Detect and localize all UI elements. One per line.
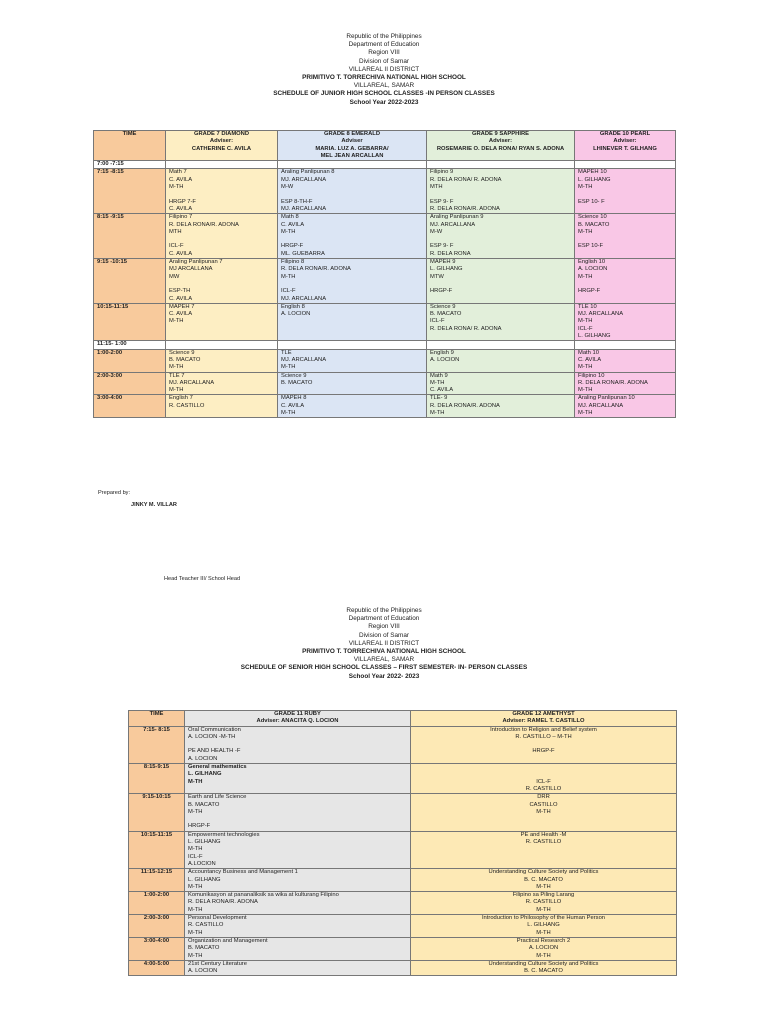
schedule-cell: Filipino 8 R. DELA RONA/R. ADONA M-TH ICL-F MJ. ARCALLANA xyxy=(278,259,427,304)
table-row xyxy=(129,960,677,976)
table-row xyxy=(129,915,677,938)
schedule-cell: English 10 A. LOCION M-TH HRGP-F xyxy=(575,259,676,304)
time-cell: 7:00 -7:15 xyxy=(94,161,166,169)
schedule-cell xyxy=(575,341,676,349)
header-line: VILLAREAL, SAMAR xyxy=(353,656,415,664)
time-cell: 1:00-2:00 xyxy=(129,892,185,915)
header-line: VILLAREAL II DISTRICT xyxy=(348,65,420,73)
schedule-cell: MAPEH 8 C. AVILA M-TH xyxy=(278,395,427,418)
time-cell: 3:00-4:00 xyxy=(94,395,166,418)
schedule-cell xyxy=(575,161,676,169)
head-teacher-label: Head Teacher III/ School Head xyxy=(164,576,241,582)
schedule-cell xyxy=(278,161,427,169)
schedule-cell: MAPEH 7 C. AVILA M-TH xyxy=(166,303,278,340)
grade11-cell: Personal Development R. CASTILLO M-TH xyxy=(185,915,411,938)
time-cell: 11:15- 1:00 xyxy=(94,341,166,349)
time-cell: 1:00-2:00 xyxy=(94,349,166,372)
table-row xyxy=(129,831,677,868)
time-cell: 10:15-11:15 xyxy=(129,831,185,868)
header-line: VILLAREAL II DISTRICT xyxy=(348,639,420,647)
schedule-cell: English 7 R. CASTILLO xyxy=(166,395,278,418)
grade12-cell: Introduction to Philosophy of the Human Person L. GILHANG M-TH xyxy=(411,915,677,938)
time-cell: 3:00-4:00 xyxy=(129,937,185,960)
jhs-schedule-table xyxy=(93,130,676,418)
table-row xyxy=(129,892,677,915)
column-header: GRADE 10 PEARL Adviser: LHINEVER T. GILHANG xyxy=(575,131,676,161)
table-row xyxy=(94,349,676,372)
time-cell: 2:00-3:00 xyxy=(129,915,185,938)
schedule-cell: Science 9 B. MACATO ICL-F R. DELA RONA/ R. ADONA xyxy=(427,303,575,340)
schedule-cell: Araling Panlipunan 7 MJ ARCALLANA MW ESP-TH C. AVILA xyxy=(166,259,278,304)
schedule-cell: TLE 7 MJ. ARCALLANA M-TH xyxy=(166,372,278,395)
table-row xyxy=(129,937,677,960)
grade11-cell: Earth and Life Science B. MACATO M-TH HRGP-F xyxy=(185,794,411,831)
column-header: GRADE 12 AMETHYST Adviser: RAMEL T. CASTILLO xyxy=(411,711,677,727)
schedule-cell: MAPEH 10 L. GILHANG M-TH ESP 10- F xyxy=(575,169,676,214)
column-header: GRADE 11 RUBY Adviser: ANACITA Q. LOCION xyxy=(185,711,411,727)
time-cell: 7:15 -8:15 xyxy=(94,169,166,214)
grade12-cell: Filipino sa Piling Larang R. CASTILLO M-TH xyxy=(411,892,677,915)
grade11-cell: Komunikasyon at pananaliksik sa wika at kulturang Filipino R. DELA RONA/R. ADONA M-TH xyxy=(185,892,411,915)
shs-header xyxy=(0,607,768,681)
header-line: PRIMITIVO T. TORRECHIVA NATIONAL HIGH SCHOOL xyxy=(302,648,466,656)
header-line: Division of Samar xyxy=(358,631,410,639)
column-header: GRADE 9 SAPPHIRE Adviser: ROSEMARIE O. DELA RONA/ RYAN S. ADONA xyxy=(427,131,575,161)
table-row xyxy=(94,303,676,340)
schedule-cell: Araling Panlipunan 10 MJ. ARCALLANA M-TH xyxy=(575,395,676,418)
grade11-cell: General mathematics L. GILHANG M-TH xyxy=(185,764,411,794)
prepared-by-name: JINKY M. VILLAR xyxy=(131,502,177,508)
table-row xyxy=(94,259,676,304)
header-line: Department of Education xyxy=(348,615,420,623)
table-row xyxy=(94,395,676,418)
schedule-cell xyxy=(166,161,278,169)
header-line: SCHEDULE OF JUNIOR HIGH SCHOOL CLASSES -IN PERSON CLASSES xyxy=(273,90,495,98)
schedule-cell: Science 9 B. MACATO M-TH xyxy=(166,349,278,372)
schedule-cell: Math 9 M-TH C. AVILA xyxy=(427,372,575,395)
time-cell: 8:15 -9:15 xyxy=(94,214,166,259)
header-line: Republic of the Philippines xyxy=(346,33,422,40)
time-cell: 2:00-3:00 xyxy=(94,372,166,395)
schedule-cell: Math 10 C. AVILA M-TH xyxy=(575,349,676,372)
column-header: GRADE 7 DIAMOND Adviser: CATHERINE C. AVILA xyxy=(166,131,278,161)
grade11-cell: Organization and Management B. MACATO M-TH xyxy=(185,937,411,960)
schedule-cell xyxy=(427,341,575,349)
time-cell: 11:15-12:15 xyxy=(129,869,185,892)
grade12-cell: Understanding Culture Society and Politics B. C. MACATO M-TH xyxy=(411,869,677,892)
grade12-cell: Practical Research 2 A. LOCION M-TH xyxy=(411,937,677,960)
time-cell: 8:15-9:15 xyxy=(129,764,185,794)
schedule-cell: TLE MJ. ARCALLANA M-TH xyxy=(278,349,427,372)
schedule-cell: Filipino 7 R. DELA RONA/R. ADONA MTH ICL-F C. AVILA xyxy=(166,214,278,259)
grade11-cell: Empowerment technologies L. GILHANG M-TH ICL-F A.LOCION xyxy=(185,831,411,868)
prepared-by-label: Prepared by: xyxy=(98,490,131,496)
schedule-cell: TLE 10 MJ. ARCALLANA M-TH ICL-F L. GILHANG xyxy=(575,303,676,340)
grade12-cell: DRR CASTILLO M-TH xyxy=(411,794,677,831)
grade11-cell: Oral Communication A. LOCION -M-TH PE AND HEALTH -F A. LOCION xyxy=(185,726,411,763)
header-line: SCHEDULE OF SENIOR HIGH SCHOOL CLASSES – FIRST SEMESTER- IN- PERSON CLASSES xyxy=(240,664,528,672)
header-line: Region VIII xyxy=(368,623,400,631)
schedule-cell: Science 9 B. MACATO xyxy=(278,372,427,395)
table-row xyxy=(94,169,676,214)
header-line: School Year 2022- 2023 xyxy=(348,672,420,680)
grade12-cell: Introduction to Religion and Belief system R. CASTILLO – M-TH HRGP-F xyxy=(411,726,677,763)
shs-schedule-table xyxy=(128,710,677,976)
grade12-cell: ICL-F R. CASTILLO xyxy=(411,764,677,794)
schedule-cell: Araling Panlipunan 8 MJ. ARCALLANA M-W ESP 8-TH-F MJ. ARCALLANA xyxy=(278,169,427,214)
schedule-cell xyxy=(278,341,427,349)
table-row xyxy=(129,764,677,794)
schedule-cell: English 8 A. LOCION xyxy=(278,303,427,340)
table-row xyxy=(94,161,676,169)
schedule-cell: Filipino 9 R. DELA RONA/ R. ADONA MTH ESP 9- F R. DELA RONA/R. ADONA xyxy=(427,169,575,214)
schedule-cell: Math 8 C. AVILA M-TH HRGP-F ML. GUEBARRA xyxy=(278,214,427,259)
column-header: GRADE 8 EMERALD Adviser MARIA. LUZ A. GEBARRA/ MEL JEAN ARCALLAN xyxy=(278,131,427,161)
time-cell: 7:15- 8:15 xyxy=(129,726,185,763)
time-cell: 10:15-11:15 xyxy=(94,303,166,340)
time-cell: 9:15-10:15 xyxy=(129,794,185,831)
grade11-cell: Accountancy Business and Management 1 L. GILHANG M-TH xyxy=(185,869,411,892)
header-line: Republic of the Philippines xyxy=(346,607,422,614)
schedule-cell xyxy=(427,161,575,169)
schedule-cell: Science 10 B. MACATO M-TH ESP 10-F xyxy=(575,214,676,259)
table-row xyxy=(129,869,677,892)
header-line: Division of Samar xyxy=(358,57,410,65)
table-row xyxy=(129,726,677,763)
table-row xyxy=(94,214,676,259)
header-line: Department of Education xyxy=(348,41,420,49)
header-line: PRIMITIVO T. TORRECHIVA NATIONAL HIGH SCHOOL xyxy=(302,74,466,82)
header-line: School Year 2022-2023 xyxy=(349,98,419,106)
column-header: TIME xyxy=(129,711,185,727)
grade12-cell: Understanding Culture Society and Politics B. C. MACATO xyxy=(411,960,677,976)
table-row xyxy=(129,794,677,831)
time-cell: 4:00-5:00 xyxy=(129,960,185,976)
jhs-header xyxy=(0,33,768,107)
header-line: VILLAREAL, SAMAR xyxy=(353,82,415,90)
schedule-cell xyxy=(166,341,278,349)
schedule-cell: English 9 A. LOCION xyxy=(427,349,575,372)
schedule-cell: TLE- 9 R. DELA RONA/R. ADONA M-TH xyxy=(427,395,575,418)
schedule-cell: Filipino 10 R. DELA RONA/R. ADONA M-TH xyxy=(575,372,676,395)
schedule-cell: MAPEH 9 L. GILHANG MTW HRGP-F xyxy=(427,259,575,304)
column-header: TIME xyxy=(94,131,166,161)
grade11-cell: 21st Century Literature A. LOCION xyxy=(185,960,411,976)
table-row xyxy=(94,372,676,395)
schedule-cell: Araling Panlipunan 9 MJ. ARCALLANA M-W ESP 9- F R. DELA RONA xyxy=(427,214,575,259)
time-cell: 9:15 -10:15 xyxy=(94,259,166,304)
schedule-cell: Math 7 C. AVILA M-TH HRGP 7-F C. AVILA xyxy=(166,169,278,214)
grade12-cell: PE and Health -M R. CASTILLO xyxy=(411,831,677,868)
header-line: Region VIII xyxy=(368,49,400,57)
table-row xyxy=(94,341,676,349)
